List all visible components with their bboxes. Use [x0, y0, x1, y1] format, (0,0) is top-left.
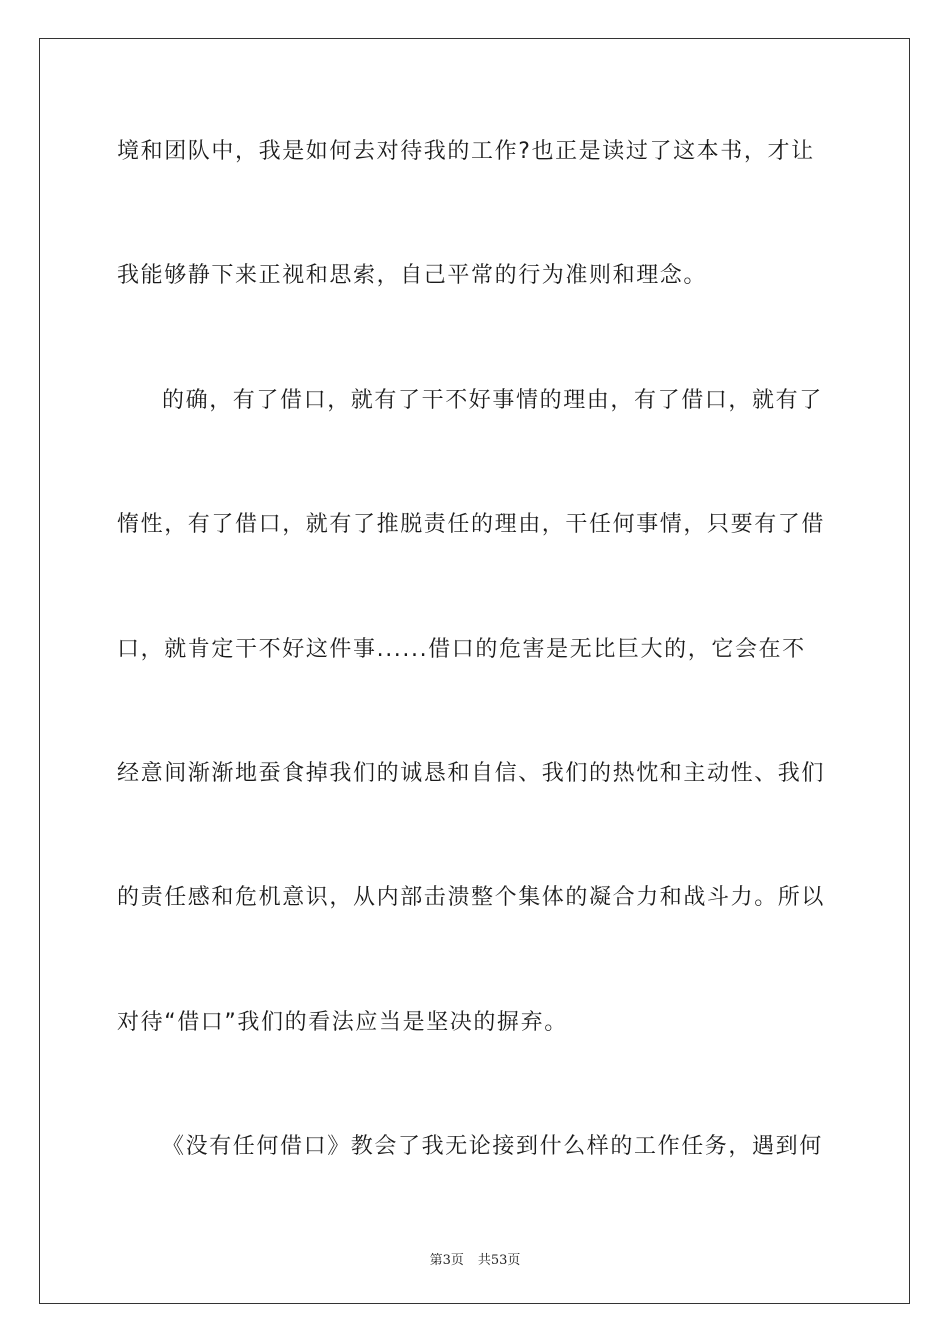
paragraph-line: 惰性，有了借口，就有了推脱责任的理由，干任何事情，只要有了借 — [117, 512, 826, 537]
paragraph-line: 《没有任何借口》教会了我无论接到什么样的工作任务，遇到何 — [162, 1134, 823, 1159]
paragraph-line: 的责任感和危机意识，从内部击溃整个集体的凝合力和战斗力。所以 — [117, 885, 826, 910]
page-number: 第3页 — [429, 1253, 464, 1268]
page-footer — [0, 1249, 950, 1268]
paragraph-line: 境和团队中，我是如何去对待我的工作?也正是读过了这本书，才让 — [117, 139, 815, 164]
paragraph-line: 对待“借口”我们的看法应当是坚决的摒弃。 — [117, 1010, 568, 1035]
page-border — [39, 38, 910, 1304]
paragraph-line: 经意间渐渐地蚕食掉我们的诚恳和自信、我们的热忱和主动性、我们 — [117, 761, 826, 786]
page-total: 共53页 — [477, 1253, 521, 1268]
paragraph-line: 的确，有了借口，就有了干不好事情的理由，有了借口，就有了 — [162, 388, 823, 413]
paragraph-line: 我能够静下来正视和思索，自己平常的行为准则和理念。 — [117, 263, 708, 288]
paragraph-line: 口，就肯定干不好这件事......借口的危害是无比巨大的，它会在不 — [117, 637, 806, 662]
